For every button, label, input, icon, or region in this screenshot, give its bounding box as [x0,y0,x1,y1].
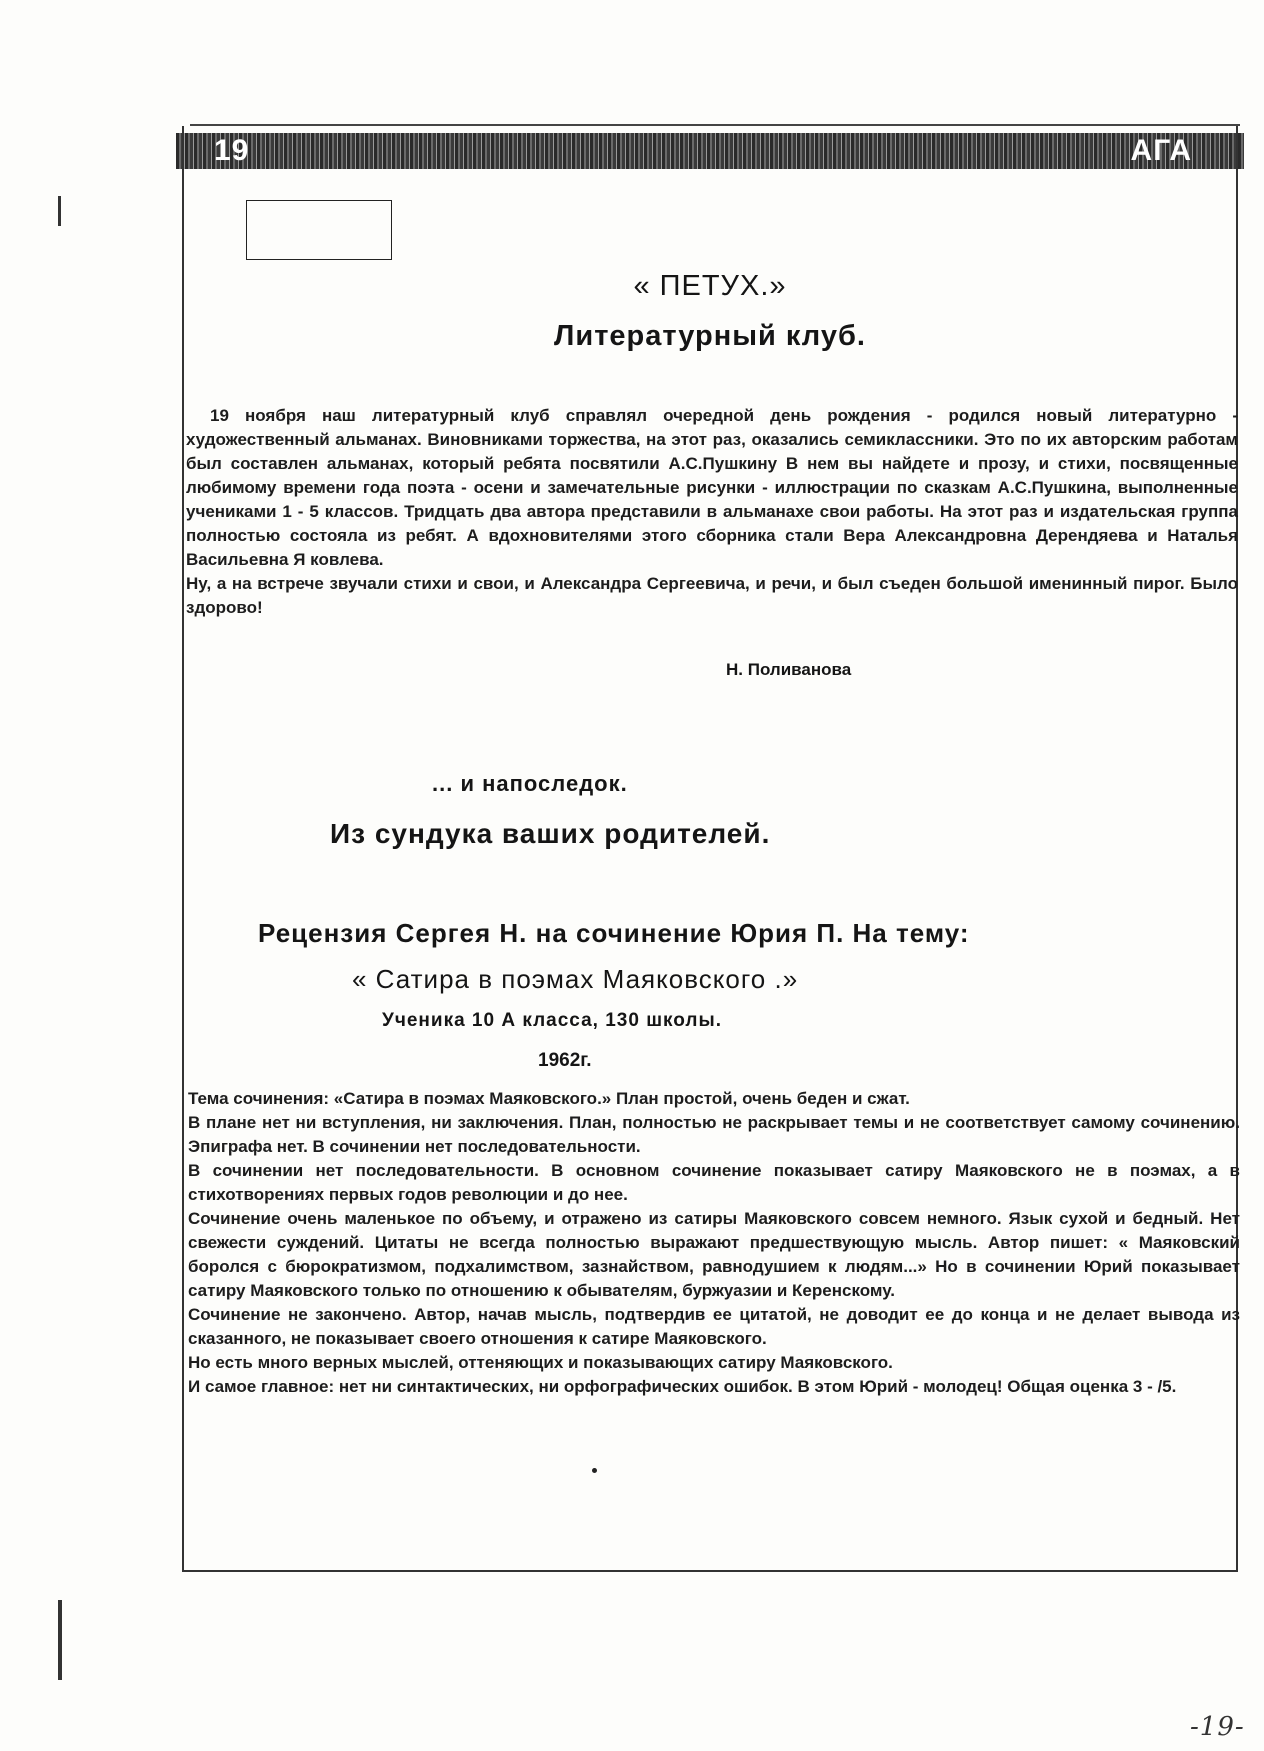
margin-scan-mark [58,196,61,226]
page-number: 19 [214,134,250,167]
article1-paragraph: 19 ноября наш литературный клуб справлял очередной день рождения - родился новый литературно - художественный альманах. Виновниками торжества, на этот раз, оказались семиклассники. Это по их авторским работам был составлен альманах, который ребята посвятили А.С.Пушкину В нем вы найдете и прозу, и стихи, посвященные любимому времени года поэта - осени и замечательные рисунки - иллюстрации по сказкам А.С.Пушкина, выполненные учениками 1 - 5 классов. Тридцать два автора представили в альманахе свои работы. На этот раз и издательская группа полностью состояла из ребят. А вдохновителями этого сборника стали Вера Александровна Дерендяева и Наталья Васильевна Я ковлева. [186,406,1238,569]
review-paragraph: Сочинение очень маленькое по объему, и отражено из сатиры Маяковского совсем немного. Язык сухой и бедный. Нет свежести суждений. Цитаты не всегда полностью выражают предшествующую мысль. Автор пишет: « Маяковский боролся с бюрократизмом, подхалимством, зазнайством, равнодушием к людям...» Но в сочинении Юрий показывает сатиру Маяковского только по отношению к обывателям, буржуазии и Керенскому. [188,1209,1240,1300]
article1-paragraph: Ну, а на встрече звучали стихи и свои, и Александра Сергеевича, и речи, и был съеден большой именинный пирог. Было здорово! [186,574,1238,617]
review-paragraph: Тема сочинения: «Сатира в поэмах Маяковского.» План простой, очень беден и сжат. [188,1089,910,1108]
review-title-text: Рецензия Сергея Н. на сочинение Юрия П. На тему: [258,918,970,948]
empty-stamp-box [246,200,392,260]
review-paragraph: В плане нет ни вступления, ни заключения. План, полностью не раскрывает темы и не соответствует самому сочинению. Эпиграфа нет. В сочинении нет последовательности. [188,1113,1240,1156]
handwritten-page-number: -19- [1190,1712,1245,1742]
review-paragraph: В сочинении нет последовательности. В основном сочинение показывает сатиру Маяковского не в поэмах, а в стихотворениях первых годов революции и до нее. [188,1161,1240,1204]
article1-signature: Н. Поливанова [726,660,852,679]
article2-kicker-text: ... и напоследок. [432,771,628,796]
review-year-text: 1962г. [538,1050,592,1071]
publication-name: АГА [1130,134,1192,167]
margin-scan-mark [58,1600,62,1680]
article1-title: « ПЕТУХ.» [633,270,787,302]
article1-body [186,404,1238,620]
review-paragraph: Но есть много верных мыслей, оттеняющих и показывающих сатиру Маяковского. [188,1353,893,1372]
review-student-text: Ученика 10 А класса, 130 школы. [382,1010,722,1031]
review-topic-text: « Сатира в поэмах Маяковского .» [352,964,799,994]
review-body [188,1087,1240,1399]
review-paragraph: И самое главное: нет ни синтактических, ни орфографических ошибок. В этом Юрий - молодец! Общая оценка 3 - /5. [188,1377,1177,1396]
review-paragraph: Сочинение не закончено. Автор, начав мысль, подтвердив ее цитатой, не доводит ее до конца и не делает вывода из сказанного, не показывает своего отношения к сатире Маяковского. [188,1305,1240,1348]
article1-subtitle: Литературный клуб. [554,320,866,352]
article2-title-text: Из сундука ваших родителей. [330,818,771,849]
ink-dot [592,1468,597,1473]
